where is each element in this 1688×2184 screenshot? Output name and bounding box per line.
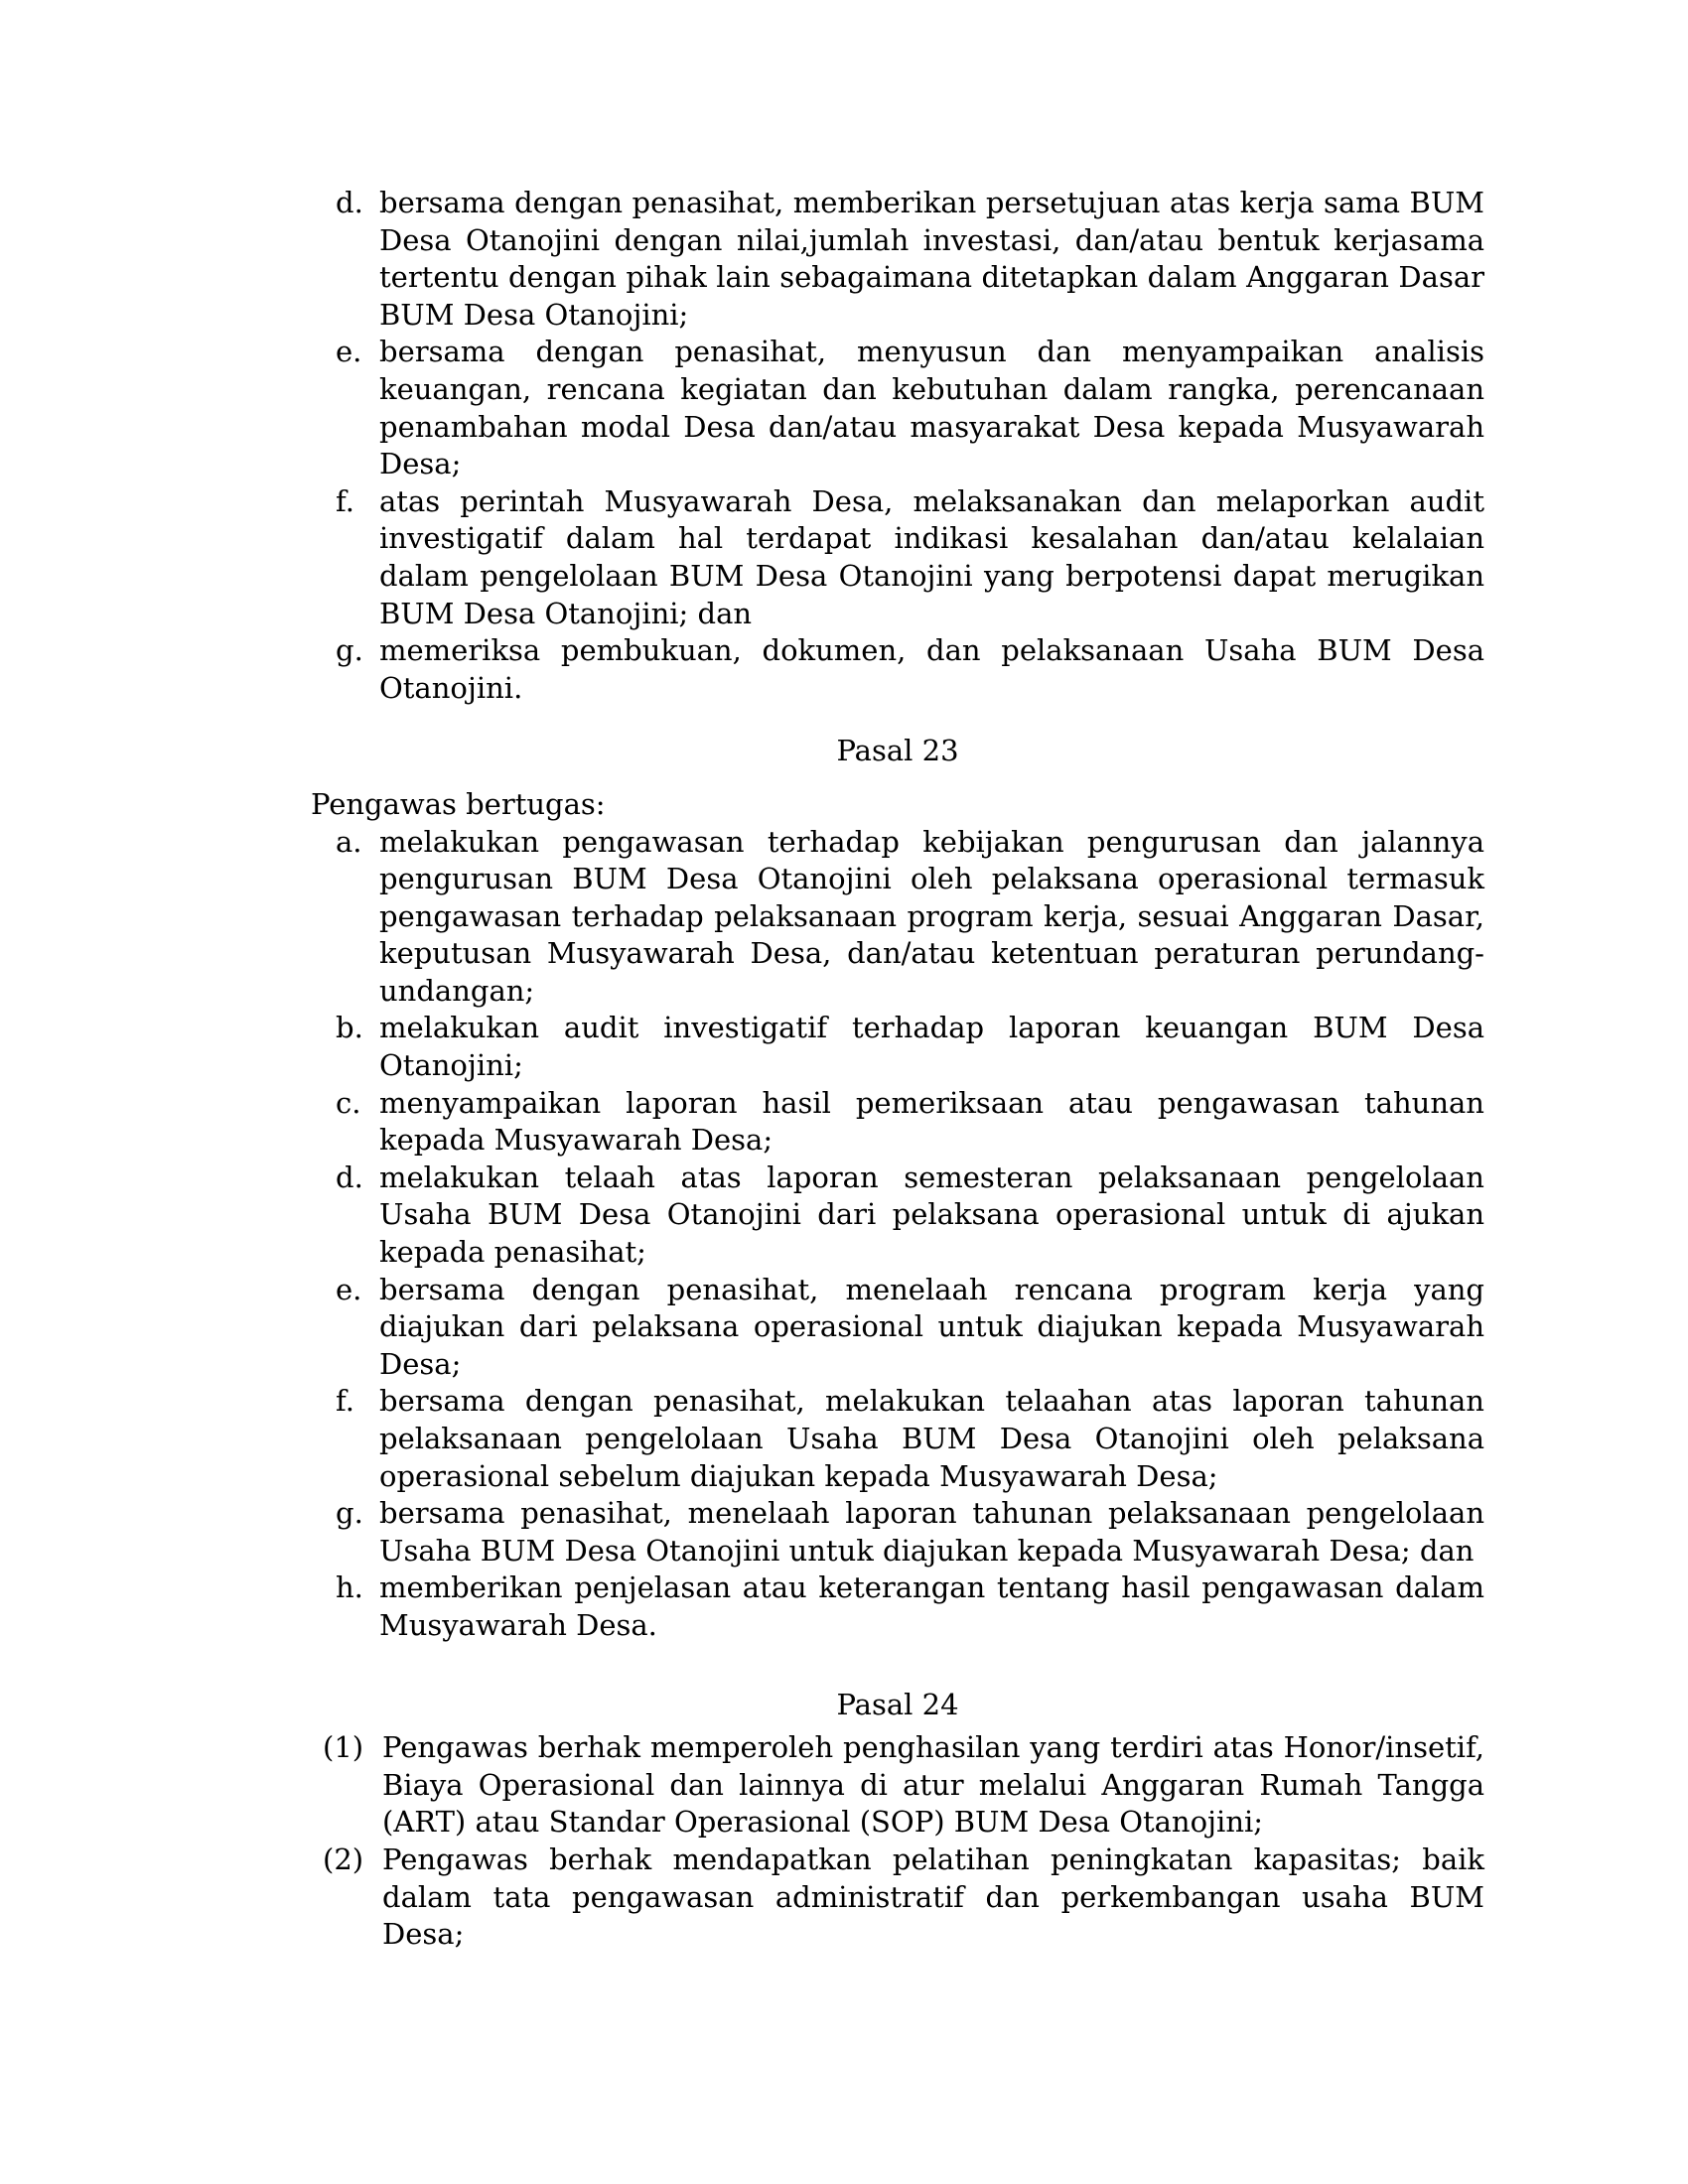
list-item-text: bersama dengan penasihat, menelaah rencana program kerja yang diajukan dari pelaksana operasional untuk diajukan kepada Musyawarah Desa;	[379, 1272, 1484, 1381]
list-item-marker: b.	[336, 1011, 363, 1045]
list-item-marker: d.	[336, 186, 363, 219]
list-item	[311, 1495, 1484, 1570]
list-item-marker: (2)	[323, 1842, 364, 1876]
pasal-23-heading: Pasal 23	[836, 734, 959, 768]
list-item-text: Pengawas berhak memperoleh penghasilan yang terdiri atas Honor/insetif, Biaya Operasional dan lainnya di atur melalui Anggaran Rumah Tangga (ART) atau Standar Operasional (SOP) BUM Desa Otanojini;	[382, 1730, 1484, 1840]
list-item-marker: f.	[336, 483, 354, 518]
list-item	[311, 1272, 1484, 1384]
list-item-text: menyampaikan laporan hasil pemeriksaan atau pengawasan tahunan kepada Musyawarah Desa;	[379, 1085, 1484, 1158]
list-item	[311, 185, 1484, 334]
list-item-text: melakukan pengawasan terhadap kebijakan pengurusan dan jalannya pengurusan BUM Desa Otanojini oleh pelaksana operasional termasuk pengawasan terhadap pelaksanaan program kerja, sesuai Anggaran Dasar, keputusan Musyawarah Desa, dan/atau ketentuan peraturan perundang-undangan;	[379, 824, 1484, 1008]
list-item	[311, 1010, 1484, 1084]
list-continuation	[311, 185, 1484, 707]
list-item-marker: g.	[336, 633, 363, 668]
list-item-marker: c.	[336, 1085, 361, 1120]
list-item-text: bersama dengan penasihat, memberikan persetujuan atas kerja sama BUM Desa Otanojini dengan nilai,jumlah investasi, dan/atau bentuk kerjasama tertentu dengan pihak lain sebagaimana ditetapkan dalam Anggaran Dasar BUM Desa Otanojini;	[379, 186, 1484, 332]
list-item-text: melakukan audit investigatif terhadap laporan keuangan BUM Desa Otanojini;	[379, 1011, 1484, 1083]
document-content	[311, 185, 1484, 1954]
list-item-marker: a.	[336, 824, 362, 859]
list-item	[311, 334, 1484, 482]
pasal-24-list	[311, 1729, 1484, 1954]
list-item-text: bersama dengan penasihat, menyusun dan menyampaikan analisis keuangan, rencana kegiatan dan kebutuhan dalam rangka, perencanaan penambahan modal Desa dan/atau masyarakat Desa kepada Musyawarah Desa;	[379, 335, 1484, 481]
list-item	[311, 1729, 1484, 1842]
list-item-text: melakukan telaah atas laporan semesteran pelaksanaan pengelolaan Usaha BUM Desa Otanojini dari pelaksana operasional untuk di ajukan kepada penasihat;	[379, 1160, 1484, 1270]
list-item-marker: h.	[336, 1570, 363, 1605]
list-item	[311, 824, 1484, 1011]
list-item-marker: g.	[336, 1496, 363, 1531]
list-item	[311, 1383, 1484, 1495]
list-item-marker: e.	[336, 1272, 362, 1306]
list-item	[311, 1842, 1484, 1954]
list-item-text: bersama dengan penasihat, melakukan telaahan atas laporan tahunan pelaksanaan pengelolaan Usaha BUM Desa Otanojini oleh pelaksana operasional sebelum diajukan kepada Musyawarah Desa;	[379, 1384, 1484, 1493]
list-item-marker: f.	[336, 1384, 354, 1419]
list-item-text: atas perintah Musyawarah Desa, melaksanakan dan melaporkan audit investigatif dalam hal terdapat indikasi kesalahan dan/atau kelalaian dalam pengelolaan BUM Desa Otanojini yang berpotensi dapat merugikan BUM Desa Otanojini; dan	[379, 483, 1484, 630]
pasal-23-list	[311, 824, 1484, 1645]
list-item	[311, 632, 1484, 707]
list-item-text: Pengawas berhak mendapatkan pelatihan peningkatan kapasitas; baik dalam tata pengawasan administratif dan perkembangan usaha BUM Desa;	[382, 1842, 1484, 1952]
list-item-marker: (1)	[323, 1730, 364, 1765]
list-item	[311, 483, 1484, 632]
list-item-marker: e.	[336, 335, 362, 369]
list-item	[311, 1085, 1484, 1160]
pasal-24-heading: Pasal 24	[836, 1687, 959, 1721]
list-item	[311, 1570, 1484, 1644]
list-item	[311, 1160, 1484, 1272]
list-item-text: memeriksa pembukuan, dokumen, dan pelaksanaan Usaha BUM Desa Otanojini.	[379, 633, 1484, 705]
pasal-23-intro: Pengawas bertugas:	[311, 786, 606, 821]
list-item-marker: d.	[336, 1160, 363, 1194]
list-item-text: memberikan penjelasan atau keterangan tentang hasil pengawasan dalam Musyawarah Desa.	[379, 1570, 1484, 1642]
list-item-text: bersama penasihat, menelaah laporan tahunan pelaksanaan pengelolaan Usaha BUM Desa Otanojini untuk diajukan kepada Musyawarah Desa; dan	[379, 1496, 1484, 1568]
